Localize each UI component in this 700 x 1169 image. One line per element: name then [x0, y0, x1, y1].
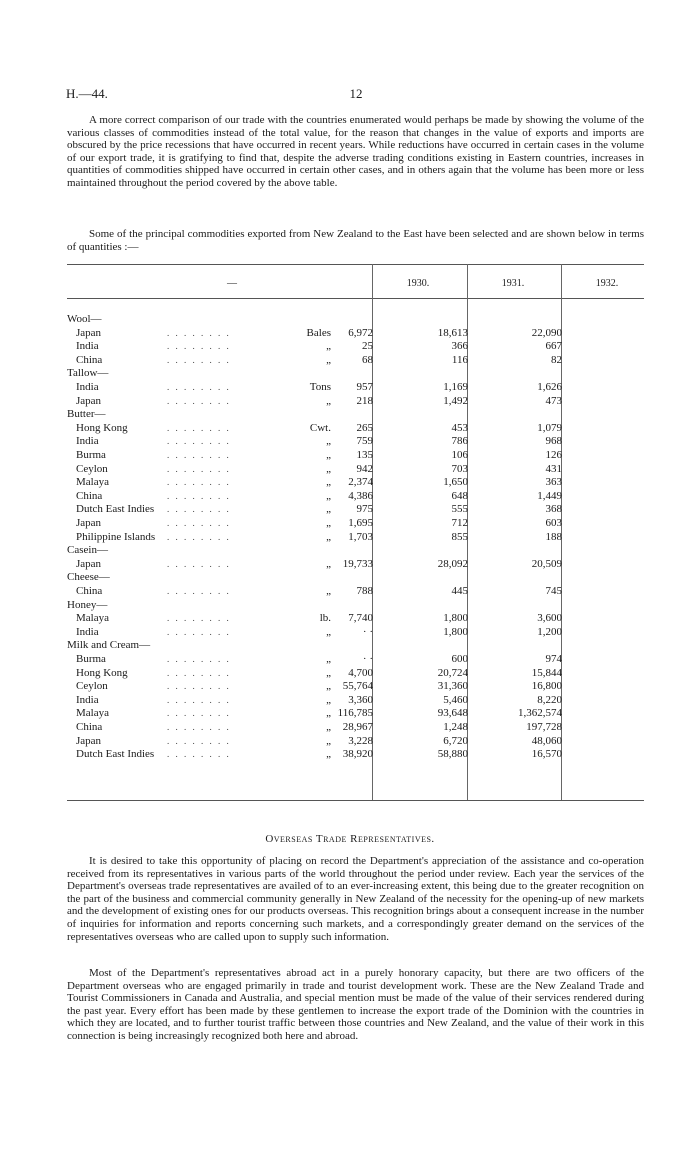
- cell-1931: 28,092: [437, 557, 468, 570]
- row-label: China: [76, 489, 103, 502]
- row-unit: „: [326, 489, 331, 502]
- row-label: Dutch East Indies: [76, 748, 155, 761]
- cell-1930: · ·: [362, 653, 373, 665]
- cell-1931: 1,169: [443, 381, 468, 393]
- row-label: India: [76, 340, 99, 353]
- table-row: [67, 354, 644, 367]
- leader-dots: . . . . . . . .: [167, 735, 231, 746]
- row-unit: „: [326, 748, 331, 761]
- table-group-heading: [67, 313, 644, 326]
- row-unit: „: [326, 653, 331, 665]
- cell-1932: 667: [545, 340, 562, 353]
- leader-dots: . . . . . . . .: [167, 422, 231, 433]
- row-unit: „: [326, 340, 331, 353]
- row-unit: „: [326, 503, 331, 516]
- cell-1930: 2,374: [348, 476, 373, 489]
- table-row: [67, 463, 644, 476]
- row-unit: „: [326, 557, 331, 570]
- row-unit: „: [326, 585, 331, 597]
- leader-dots: . . . . . . . .: [167, 558, 231, 569]
- row-unit: „: [326, 721, 331, 733]
- row-label: Cheese—: [67, 571, 110, 584]
- cell-1931: 555: [451, 503, 468, 516]
- row-label: Japan: [76, 734, 102, 747]
- commodities-table: [67, 264, 644, 800]
- row-unit: lb.: [319, 612, 331, 625]
- row-unit: „: [326, 449, 331, 461]
- row-label: Ceylon: [76, 462, 108, 475]
- cell-1931: 366: [451, 340, 468, 353]
- cell-1932: 48,060: [531, 734, 562, 747]
- row-label: Ceylon: [76, 680, 108, 693]
- cell-1931: 93,648: [437, 707, 468, 720]
- row-unit: „: [326, 693, 331, 706]
- row-label: Milk and Cream—: [67, 639, 151, 652]
- leader-dots: . . . . . . . .: [167, 613, 231, 624]
- table-group-heading: [67, 571, 644, 584]
- cell-1931: 20,724: [437, 666, 468, 679]
- row-label: Japan: [76, 394, 102, 407]
- row-label: China: [76, 585, 103, 597]
- table-row: [67, 667, 644, 680]
- leader-dots: . . . . . . . .: [167, 504, 231, 515]
- row-unit: „: [326, 625, 331, 638]
- table-header-rule: [67, 298, 644, 299]
- leader-dots: . . . . . . . .: [167, 327, 231, 338]
- table-row: [67, 653, 644, 666]
- row-label: Butter—: [67, 408, 106, 421]
- row-label: Burma: [76, 653, 106, 665]
- cell-1930: 19,733: [342, 557, 373, 570]
- row-label: India: [76, 625, 99, 638]
- row-unit: „: [326, 462, 331, 475]
- cell-1930: 3,228: [348, 734, 373, 747]
- cell-1930: 135: [356, 449, 373, 461]
- document-code: H.—44.: [66, 86, 108, 101]
- table-row: [67, 531, 644, 544]
- cell-1931: 1,650: [443, 476, 468, 489]
- table-row: [67, 422, 644, 435]
- cell-1930: 7,740: [348, 612, 373, 625]
- row-label: Wool—: [67, 313, 102, 325]
- table-row: [67, 381, 644, 394]
- cell-1930: 1,703: [348, 530, 373, 543]
- table-group-heading: [67, 408, 644, 421]
- row-label: China: [76, 353, 103, 366]
- cell-1931: 1,248: [443, 721, 468, 733]
- cell-1932: 1,079: [537, 421, 562, 434]
- table-row: [67, 435, 644, 448]
- row-unit: „: [326, 435, 331, 448]
- col-header-1930: 1930.: [406, 278, 430, 289]
- leader-dots: . . . . . . . .: [167, 708, 231, 719]
- leader-dots: . . . . . . . .: [167, 477, 231, 488]
- leader-dots: . . . . . . . .: [167, 626, 231, 637]
- leader-dots: . . . . . . . .: [167, 463, 231, 474]
- table-row: [67, 517, 644, 530]
- row-label: Dutch East Indies: [76, 503, 155, 516]
- leader-dots: . . . . . . . .: [167, 395, 231, 406]
- cell-1932: 1,626: [537, 381, 562, 393]
- section-title: Overseas Trade Representatives.: [265, 833, 435, 845]
- row-label: Philippine Islands: [76, 530, 156, 543]
- row-label: China: [76, 721, 103, 733]
- cell-1931: 1,492: [443, 394, 468, 407]
- leader-dots: . . . . . . . .: [167, 531, 231, 542]
- commissioners-paragraph: Most of the Department's representatives abroad act in a purely honorary capacity, but there are two officers of the Department overseas who are engaged primarily in trade and tourist development work. These are the New Zealand Trade and Tourist Commissioners in Canada and Australia, and special mention must be made of the value of their services rendered during the past year. Every effort has been made by these gentlemen to increase the export trade of the Dominion with the countries in which they are located, and to further tourist traffic between those countries and New Zealand, and the value of their work in this connection is being increasingly recognized both here and abroad.: [67, 967, 644, 1042]
- cell-1932: 363: [545, 476, 562, 489]
- cell-1932: 188: [545, 530, 562, 543]
- cell-1932: 22,090: [531, 326, 562, 339]
- representatives-paragraph: It is desired to take this opportunity of placing on record the Department's appreciation of the assistance and co-operation received from its representatives in various parts of the world throughout the period under review. Each year the services of the Department's overseas trade representatives are availed of to an ever-increasing extent, this being due to the greater recognition on the part of the business and commercial community generally in New Zealand of the necessity for the opening-up of new markets and the development of existing ones for our products overseas. This recognition brings about a consequent increase in the number of inquiries for information and reports concerning such markets, and a correspondingly greater demand on the services of the representatives overseas who are called upon to supply such information.: [67, 855, 644, 943]
- cell-1931: 58,880: [437, 748, 468, 761]
- table-row: [67, 503, 644, 516]
- col-header-commodity: —: [227, 278, 237, 289]
- cell-1932: 1,449: [537, 489, 562, 502]
- cell-1932: 82: [551, 353, 562, 366]
- leader-dots: . . . . . . . .: [167, 518, 231, 528]
- cell-1930: 942: [356, 462, 373, 475]
- row-label: India: [76, 381, 99, 393]
- leader-dots: . . . . . . . .: [167, 382, 231, 392]
- row-label: Japan: [76, 326, 102, 339]
- cell-1930: 25: [362, 340, 373, 353]
- table-row: [67, 395, 644, 408]
- table-row: [67, 694, 644, 707]
- cell-1932: 368: [545, 503, 562, 516]
- cell-1931: 855: [451, 530, 468, 543]
- table-row: [67, 490, 644, 503]
- table-intro-paragraph: Some of the principal commodities exported from New Zealand to the East have been selected and are shown below in terms of quantities :—: [67, 228, 644, 253]
- cell-1930: 55,764: [342, 680, 373, 693]
- table-row: [67, 626, 644, 639]
- leader-dots: . . . . . . . .: [167, 586, 231, 596]
- row-unit: „: [326, 666, 331, 679]
- row-unit: Tons: [309, 381, 331, 393]
- cell-1931: 786: [451, 435, 468, 448]
- cell-1930: 1,695: [348, 517, 373, 529]
- row-unit: „: [326, 394, 331, 407]
- cell-1931: 18,613: [437, 326, 468, 339]
- cell-1932: 8,220: [537, 693, 562, 706]
- cell-1931: 1,800: [443, 612, 468, 625]
- table-row: [67, 449, 644, 462]
- table-top-rule: [67, 264, 644, 265]
- cell-1932: 603: [545, 517, 562, 529]
- leader-dots: . . . . . . . .: [167, 654, 231, 664]
- leader-dots: . . . . . . . .: [167, 436, 231, 447]
- table-row: [67, 327, 644, 340]
- leader-dots: . . . . . . . .: [167, 694, 231, 705]
- cell-1931: 1,800: [443, 625, 468, 638]
- col-header-1932: 1932.: [595, 278, 619, 289]
- table-row: [67, 680, 644, 693]
- cell-1932: 745: [545, 585, 562, 597]
- table-row: [67, 748, 644, 761]
- cell-1931: 31,360: [437, 680, 468, 693]
- table-row: [67, 340, 644, 353]
- table-row: [67, 476, 644, 489]
- row-unit: „: [326, 707, 331, 720]
- row-label: India: [76, 435, 99, 448]
- table-row: [67, 585, 644, 598]
- leader-dots: . . . . . . . .: [167, 722, 231, 732]
- row-unit: „: [326, 734, 331, 747]
- cell-1930: 28,967: [342, 721, 373, 733]
- row-label: Honey—: [67, 598, 108, 611]
- cell-1930: 3,360: [348, 693, 373, 706]
- cell-1931: 712: [451, 517, 468, 529]
- table-bottom-rule: [67, 800, 644, 801]
- leader-dots: . . . . . . . .: [167, 490, 231, 501]
- row-unit: „: [326, 353, 331, 366]
- leader-dots: . . . . . . . .: [167, 667, 231, 678]
- table-row: [67, 721, 644, 734]
- leader-dots: . . . . . . . .: [167, 450, 231, 460]
- page-number: 12: [349, 86, 363, 101]
- table-row: [67, 612, 644, 625]
- table-group-heading: [67, 367, 644, 380]
- cell-1932: 20,509: [531, 557, 562, 570]
- cell-1930: · ·: [362, 625, 373, 638]
- cell-1931: 600: [451, 653, 468, 665]
- cell-1932: 974: [545, 653, 562, 665]
- leader-dots: . . . . . . . .: [167, 749, 231, 760]
- table-group-heading: [67, 544, 644, 557]
- cell-1932: 473: [545, 394, 562, 407]
- row-label: Tallow—: [67, 367, 109, 380]
- cell-1930: 218: [356, 394, 373, 407]
- cell-1931: 453: [451, 421, 468, 434]
- cell-1930: 116,785: [337, 707, 373, 720]
- col-header-1931: 1931.: [501, 278, 525, 289]
- cell-1932: 16,570: [531, 748, 562, 761]
- table-row: [67, 735, 644, 748]
- cell-1932: 431: [545, 462, 562, 475]
- cell-1930: 759: [356, 435, 373, 448]
- row-unit: „: [326, 476, 331, 489]
- row-label: Burma: [76, 449, 106, 461]
- cell-1931: 703: [451, 462, 468, 475]
- table-row: [67, 707, 644, 720]
- row-unit: „: [326, 680, 331, 693]
- cell-1932: 15,844: [531, 666, 562, 679]
- intro-paragraph: A more correct comparison of our trade with the countries enumerated would perhaps be made by showing the volume of the various classes of commodities instead of the total value, for the reason that changes in the value of exports and imports are obscured by the price recessions that have occurred in recent years. While reductions have occurred in certain cases in the volume of our export trade, it is gratifying to find that, despite the adverse trading conditions existing in Eastern countries, increases in quantities of commodities shipped have occurred in certain other cases, and in others again that the volume has been more or less maintained throughout the period covered by the above table.: [67, 114, 644, 189]
- row-unit: „: [326, 530, 331, 543]
- cell-1930: 4,386: [348, 489, 373, 502]
- cell-1932: 968: [545, 435, 562, 448]
- cell-1930: 265: [356, 421, 373, 434]
- row-label: Hong Kong: [76, 666, 128, 679]
- row-label: Malaya: [76, 476, 109, 489]
- table-row: [67, 558, 644, 571]
- leader-dots: . . . . . . . .: [167, 341, 231, 352]
- row-unit: „: [326, 517, 331, 529]
- row-unit: Bales: [306, 326, 331, 339]
- cell-1930: 4,700: [348, 666, 373, 679]
- row-label: Japan: [76, 557, 102, 570]
- cell-1930: 788: [356, 585, 373, 597]
- cell-1931: 116: [451, 353, 468, 366]
- cell-1932: 126: [545, 449, 562, 461]
- row-label: Malaya: [76, 612, 109, 625]
- table-group-heading: [67, 599, 644, 612]
- cell-1931: 5,460: [443, 693, 468, 706]
- cell-1931: 445: [451, 585, 468, 597]
- cell-1930: 975: [356, 503, 373, 516]
- cell-1930: 68: [362, 353, 373, 366]
- leader-dots: . . . . . . . .: [167, 354, 231, 365]
- cell-1930: 38,920: [342, 748, 373, 761]
- row-label: India: [76, 693, 99, 706]
- table-group-heading: [67, 639, 644, 652]
- row-label: Hong Kong: [76, 421, 128, 434]
- row-label: Malaya: [76, 707, 109, 720]
- cell-1932: 3,600: [537, 612, 562, 625]
- page-header: [66, 86, 646, 102]
- cell-1930: 6,972: [348, 326, 373, 339]
- cell-1931: 106: [451, 449, 468, 461]
- cell-1932: 197,728: [526, 721, 562, 733]
- cell-1931: 648: [451, 489, 468, 502]
- cell-1932: 1,362,574: [518, 707, 562, 720]
- cell-1932: 1,200: [537, 625, 562, 638]
- leader-dots: . . . . . . . .: [167, 681, 231, 692]
- row-unit: Cwt.: [309, 421, 331, 434]
- cell-1931: 6,720: [443, 734, 468, 747]
- row-label: Casein—: [67, 544, 108, 557]
- cell-1932: 16,800: [531, 680, 562, 693]
- cell-1930: 957: [356, 381, 373, 393]
- row-label: Japan: [76, 517, 102, 529]
